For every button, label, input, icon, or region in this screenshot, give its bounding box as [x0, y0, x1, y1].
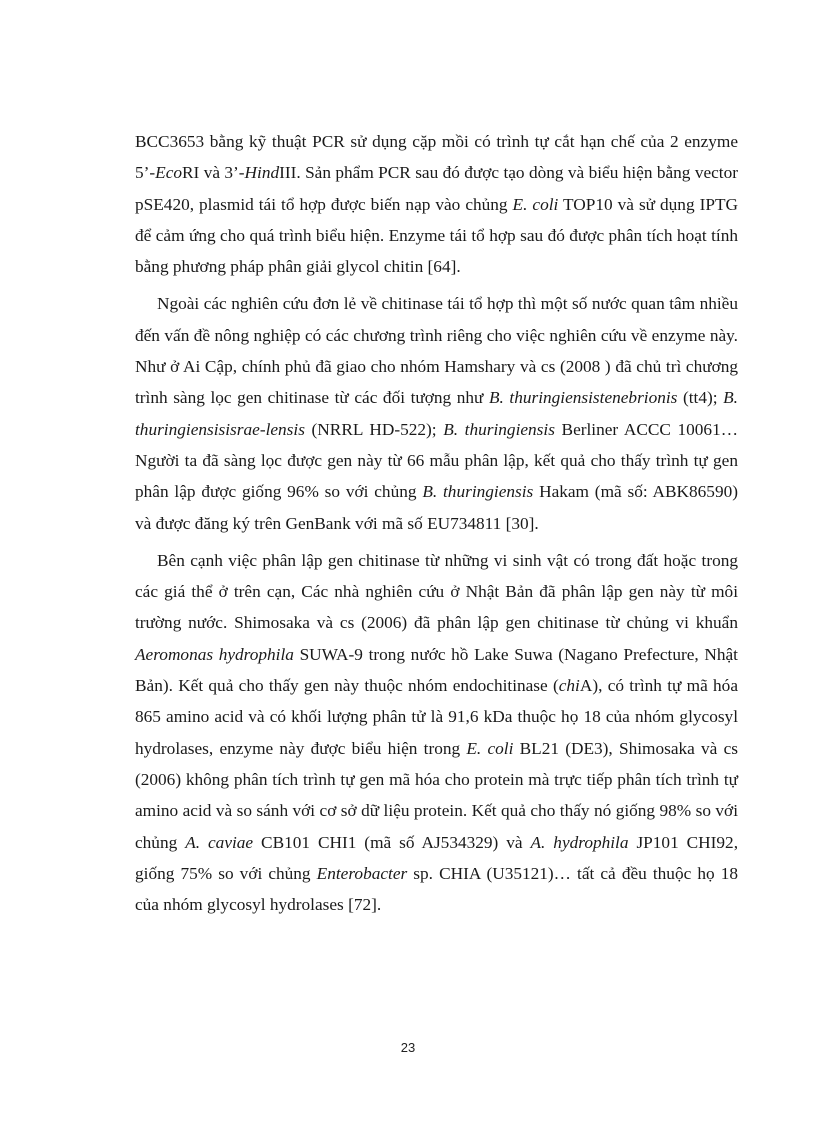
- italic-run: A. hydrophila: [530, 832, 629, 852]
- text-run: sp. CHIA (U35121)… tất cả đều thuộc họ 18 của nhóm glycosyl hydrolases [72].: [135, 863, 738, 915]
- italic-run: chi: [558, 676, 580, 696]
- page-number: 23: [400, 1040, 416, 1055]
- text-run: CB101 CHI1 (mã số AJ534329) và: [253, 832, 531, 852]
- paragraph: [135, 288, 738, 538]
- body-text: [135, 126, 738, 926]
- italic-run: Hind: [244, 163, 280, 183]
- italic-run: Eco: [155, 163, 183, 183]
- text-run: Bên cạnh việc phân lập gen chitinase từ những vi sinh vật có trong đất hoặc trong các giá thể ở trên cạn, Các nhà nghiên cứu ở Nhật Bản đã phân lập gen này từ môi trường nước. Shimosaka và cs (2006) đã phân lập gen chitinase từ chủng vi khuẩn: [135, 550, 738, 633]
- italic-run: E. coli: [512, 194, 559, 214]
- italic-run: B. thuringiensis: [422, 482, 534, 502]
- italic-run: B. thuringiensis: [443, 419, 555, 439]
- italic-run: Aeromonas hydrophila: [135, 644, 294, 664]
- text-run: TOP10 và sử dụng IPTG để cảm ứng cho quá trình biểu hiện. Enzyme tái tổ hợp sau đó được phân tích hoạt tính bằng phương pháp phân giải glycol chitin [64].: [135, 194, 738, 277]
- text-run: SUWA-9 trong nước hồ Lake Suwa (Nagano Prefecture, Nhật Bản). Kết quả cho thấy gen này thuộc nhóm endochitinase (: [135, 644, 738, 696]
- text-run: BL21 (DE3), Shimosaka và cs (2006) không phân tích trình tự gen mã hóa cho protein mà trực tiếp phân tích trình tự amino acid và so sánh với cơ sở dữ liệu protein. Kết quả cho thấy nó giống 98% so với chủng: [135, 738, 738, 852]
- paragraph: [135, 545, 738, 921]
- paragraph: [135, 126, 738, 282]
- text-run: A), có trình tự mã hóa 865 amino acid và có khối lượng phân tử là 91,6 kDa thuộc họ 18 của nhóm glycosyl hydrolases, enzyme này được biểu hiện trong: [135, 676, 738, 758]
- italic-run: B. thuringiensistenebrionis: [488, 388, 678, 408]
- italic-run: E. coli: [466, 738, 514, 758]
- text-run: Ngoài các nghiên cứu đơn lẻ về chitinase tái tổ hợp thì một số nước quan tâm nhiều đến vấn đề nông nghiệp có các chương trình riêng cho việc nghiên cứu về enzyme này. Như ở Ai Cập, chính phủ đã giao cho nhóm Hamshary và cs (2008 ) đã chủ trì chương trình sàng lọc gen chitinase từ các đối tượng như: [135, 294, 738, 408]
- text-run: BCC3653 bằng kỹ thuật PCR sử dụng cặp mồi có trình tự cắt hạn chế của 2 enzyme 5’-: [135, 132, 738, 183]
- text-run: III. Sản phẩm PCR sau đó được tạo dòng và biểu hiện bằng vector pSE420, plasmid tái tổ hợp được biến nạp vào chủng: [135, 163, 739, 214]
- italic-run: A. caviae: [185, 832, 254, 852]
- italic-run: Enterobacter: [316, 863, 408, 883]
- text-run: JP101 CHI92, giống 75% so với chủng: [135, 832, 739, 883]
- text-run: (tt4);: [677, 388, 724, 408]
- text-run: (NRRL HD-522);: [304, 419, 444, 439]
- text-run: Berliner ACCC 10061…Người ta đã sàng lọc được gen này từ 66 mẫu phân lập, kết quả cho thấy trình tự gen phân lập được giống 96% so với chủng: [135, 419, 738, 502]
- text-run: Hakam (mã số: ABK86590) và được đăng ký trên GenBank với mã số EU734811 [30].: [135, 482, 738, 533]
- text-run: RI và 3’-: [182, 163, 245, 183]
- italic-run: B. thuringiensisisrae-lensis: [135, 388, 738, 439]
